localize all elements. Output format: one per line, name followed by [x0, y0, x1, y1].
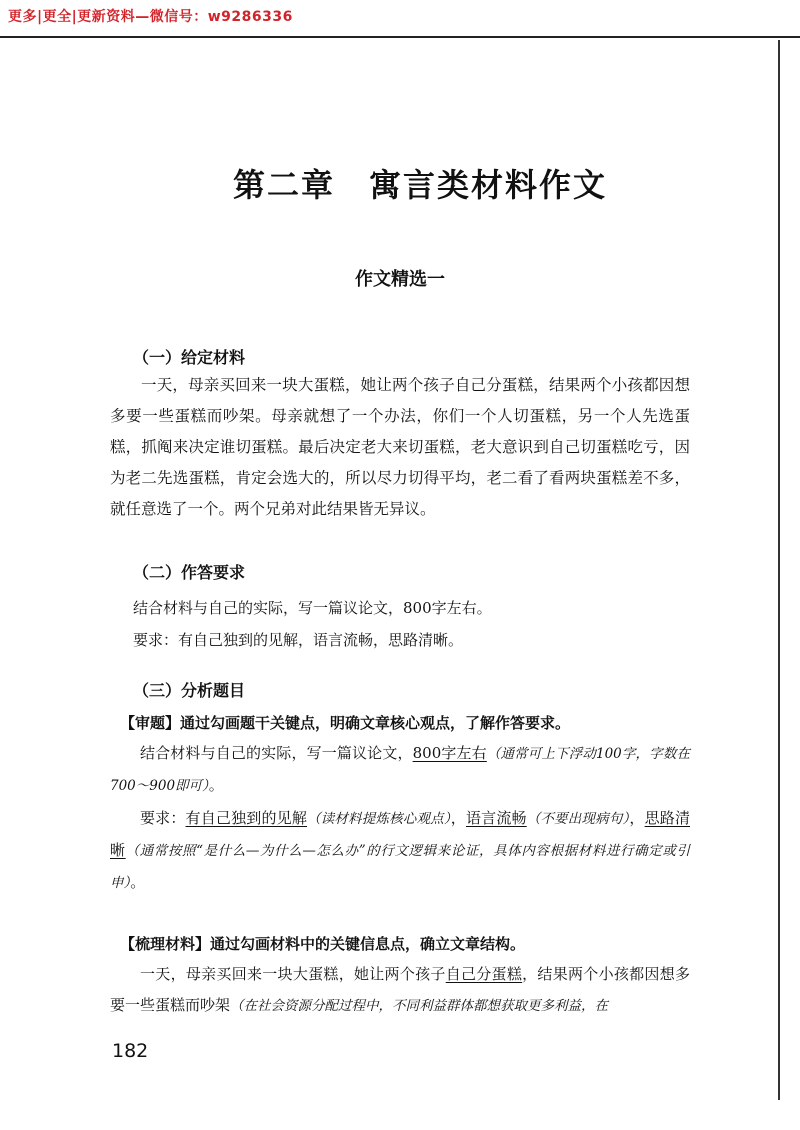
sort-label: 【梳理材料】	[120, 935, 211, 953]
annotation-note: （读材料提炼核心观点）	[307, 811, 451, 827]
sort-text: 通过勾画材料中的关键信息点，确立文章结构。	[210, 935, 526, 953]
chapter-label: 第二章	[232, 166, 335, 204]
requirement-line-1: 结合材料与自己的实际，写一篇议论文，800字左右。	[133, 599, 492, 617]
analysis-text: 一天，母亲买回来一块大蛋糕，她让两个孩子	[140, 965, 446, 983]
heading-answer-requirements: （二）作答要求	[133, 563, 246, 582]
analysis-text: 蛋糕而吵架	[155, 996, 231, 1014]
analysis-text: 。	[130, 873, 146, 891]
review-text: 通过勾画题干关键点，明确文章核心观点，了解作答要求。	[180, 714, 571, 732]
analysis-paragraph-1	[110, 738, 690, 802]
underlined-key-point: 思路清晰	[110, 809, 690, 859]
heading-given-material: （一）给定材料	[133, 348, 246, 367]
analysis-text: 。	[208, 776, 224, 794]
analysis-text: ，	[629, 809, 645, 827]
heading-analysis: （三）分析题目	[133, 681, 246, 700]
annotation-note: （在社会资源分配过程中，不同利益群体都想获取更多利益，在	[230, 998, 609, 1014]
review-line	[120, 712, 570, 733]
analysis-text: ，结果两个小孩都因想多要一些	[110, 965, 690, 1014]
sort-material-line	[120, 933, 525, 954]
chapter-title	[0, 160, 800, 206]
annotation-note: （不要出现病句）	[526, 811, 630, 827]
analysis-paragraph-2	[110, 803, 690, 899]
analysis-paragraph-3	[110, 959, 690, 1022]
underlined-key-point: 有自己独到的见解	[185, 809, 308, 827]
header-rule	[0, 36, 800, 38]
review-label: 【审题】	[120, 714, 181, 732]
analysis-text: 结合材料与自己的实际，写一篇议论文，	[140, 744, 413, 762]
underlined-key-point: 语言流畅	[465, 809, 527, 827]
requirement-line-2: 要求：有自己独到的见解，语言流畅，思路清晰。	[133, 631, 464, 649]
section-title: 作文精选一	[355, 269, 445, 290]
underlined-key-point: 自己分蛋糕	[445, 965, 523, 983]
given-material-paragraph: 一天，母亲买回来一块大蛋糕，她让两个孩子自己分蛋糕，结果两个小孩都因想多要一些蛋糕而吵架。母亲就想了一个办法，你们一个人切蛋糕，另一个人先选蛋糕，抓阄来决定谁切蛋糕。最后决定老大来切蛋糕，老大意识到自己切蛋糕吃亏，因为老二先选蛋糕，肯定会选大的，所以尽力切得平均，老二看了看两块蛋糕差不多，就任意选了一个。两个兄弟对此结果皆无异议。	[110, 376, 690, 518]
page-number: 182	[112, 1040, 149, 1062]
analysis-text: ，	[450, 809, 466, 827]
annotation-note: （通常按照“是什么—为什么—怎么办”的行文逻辑来论证，具体内容根据材料进行确定或引申）	[110, 843, 690, 891]
annotation-note: （通常可上下浮动100字，字数在700～900即可）	[110, 746, 690, 794]
chapter-name: 寓言类材料作文	[369, 166, 608, 204]
analysis-text: 要求：	[140, 809, 186, 827]
watermark-text: 更多|更全|更新资料—微信号：w9286336	[8, 9, 293, 25]
underlined-key-point: 800字左右	[412, 744, 487, 762]
